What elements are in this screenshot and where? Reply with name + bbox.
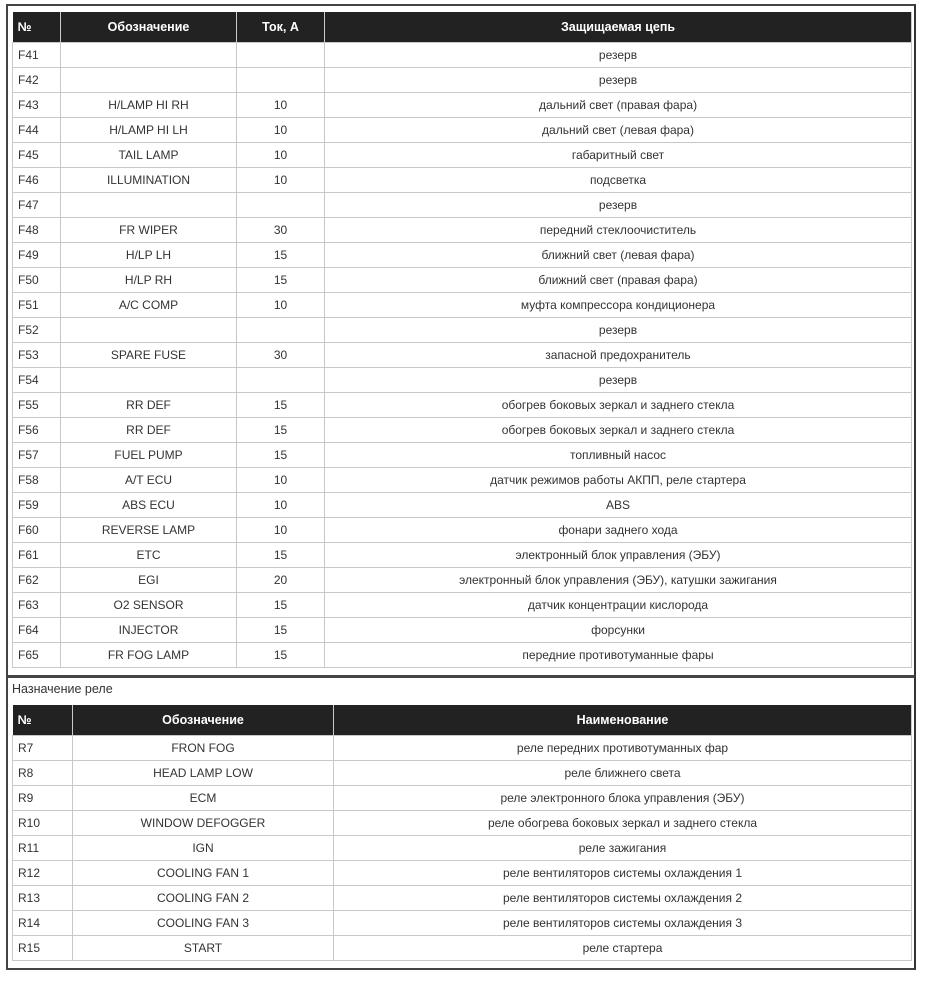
cell-number: F47 [13, 193, 61, 218]
cell-name: реле передних противотуманных фар [334, 736, 912, 761]
cell-designation: START [73, 936, 334, 961]
cell-number: F49 [13, 243, 61, 268]
cell-name: реле электронного блока управления (ЭБУ) [334, 786, 912, 811]
cell-designation: FUEL PUMP [61, 443, 237, 468]
cell-circuit: передний стеклоочиститель [325, 218, 912, 243]
header-number: № [13, 12, 61, 43]
cell-number: F45 [13, 143, 61, 168]
cell-current [237, 43, 325, 68]
fuse-table [12, 12, 912, 668]
header-current: Ток, А [237, 12, 325, 43]
table-row [13, 643, 912, 668]
cell-designation: TAIL LAMP [61, 143, 237, 168]
fuse-table-header [13, 12, 912, 43]
cell-current: 15 [237, 593, 325, 618]
table-row [13, 43, 912, 68]
table-row [13, 543, 912, 568]
cell-number: F48 [13, 218, 61, 243]
cell-circuit: обогрев боковых зеркал и заднего стекла [325, 418, 912, 443]
cell-current: 10 [237, 518, 325, 543]
cell-circuit: датчик режимов работы АКПП, реле стартера [325, 468, 912, 493]
cell-current: 10 [237, 143, 325, 168]
cell-name: реле зажигания [334, 836, 912, 861]
cell-designation: ILLUMINATION [61, 168, 237, 193]
cell-circuit: фонари заднего хода [325, 518, 912, 543]
cell-current: 20 [237, 568, 325, 593]
cell-current [237, 368, 325, 393]
cell-number: F46 [13, 168, 61, 193]
cell-circuit: ближний свет (левая фара) [325, 243, 912, 268]
cell-circuit: электронный блок управления (ЭБУ) [325, 543, 912, 568]
table-row [13, 418, 912, 443]
cell-designation: SPARE FUSE [61, 343, 237, 368]
cell-current: 15 [237, 543, 325, 568]
cell-designation: A/C COMP [61, 293, 237, 318]
table-row [13, 368, 912, 393]
cell-circuit: форсунки [325, 618, 912, 643]
cell-number: R13 [13, 886, 73, 911]
cell-current: 10 [237, 168, 325, 193]
cell-circuit: габаритный свет [325, 143, 912, 168]
header-designation: Обозначение [61, 12, 237, 43]
cell-number: F57 [13, 443, 61, 468]
relay-table-header [13, 705, 912, 736]
table-row [13, 736, 912, 761]
header-protected-circuit: Защищаемая цепь [325, 12, 912, 43]
table-row [13, 193, 912, 218]
table-row [13, 761, 912, 786]
table-row [13, 518, 912, 543]
cell-current: 15 [237, 618, 325, 643]
cell-designation: HEAD LAMP LOW [73, 761, 334, 786]
cell-current [237, 193, 325, 218]
cell-designation: IGN [73, 836, 334, 861]
cell-number: F64 [13, 618, 61, 643]
cell-number: F62 [13, 568, 61, 593]
relay-table [12, 705, 912, 961]
fuse-table-panel [6, 4, 916, 677]
cell-current: 10 [237, 118, 325, 143]
cell-number: F51 [13, 293, 61, 318]
cell-designation: H/LAMP HI RH [61, 93, 237, 118]
header-number: № [13, 705, 73, 736]
cell-current: 15 [237, 418, 325, 443]
cell-designation: H/LAMP HI LH [61, 118, 237, 143]
cell-number: F55 [13, 393, 61, 418]
cell-designation: FR FOG LAMP [61, 643, 237, 668]
table-row [13, 886, 912, 911]
cell-circuit: резерв [325, 318, 912, 343]
cell-circuit: ABS [325, 493, 912, 518]
cell-number: F63 [13, 593, 61, 618]
cell-current: 15 [237, 643, 325, 668]
cell-designation: INJECTOR [61, 618, 237, 643]
cell-number: F60 [13, 518, 61, 543]
cell-number: F41 [13, 43, 61, 68]
cell-number: R9 [13, 786, 73, 811]
table-row [13, 861, 912, 886]
cell-current: 10 [237, 293, 325, 318]
cell-circuit: муфта компрессора кондиционера [325, 293, 912, 318]
cell-designation: COOLING FAN 2 [73, 886, 334, 911]
cell-number: R8 [13, 761, 73, 786]
cell-name: реле вентиляторов системы охлаждения 3 [334, 911, 912, 936]
cell-current: 10 [237, 493, 325, 518]
cell-designation: RR DEF [61, 418, 237, 443]
table-row [13, 568, 912, 593]
table-row [13, 443, 912, 468]
cell-circuit: датчик концентрации кислорода [325, 593, 912, 618]
table-row [13, 143, 912, 168]
cell-designation: FRON FOG [73, 736, 334, 761]
cell-circuit: электронный блок управления (ЭБУ), катушки зажигания [325, 568, 912, 593]
cell-current: 15 [237, 268, 325, 293]
table-row [13, 468, 912, 493]
cell-number: F53 [13, 343, 61, 368]
cell-number: R7 [13, 736, 73, 761]
cell-current: 15 [237, 393, 325, 418]
cell-number: F50 [13, 268, 61, 293]
cell-designation: EGI [61, 568, 237, 593]
cell-number: F65 [13, 643, 61, 668]
cell-circuit: подсветка [325, 168, 912, 193]
cell-number: F54 [13, 368, 61, 393]
cell-current: 30 [237, 218, 325, 243]
cell-designation: ECM [73, 786, 334, 811]
cell-name: реле обогрева боковых зеркал и заднего стекла [334, 811, 912, 836]
cell-number: F58 [13, 468, 61, 493]
cell-designation: ABS ECU [61, 493, 237, 518]
cell-current: 15 [237, 443, 325, 468]
cell-circuit: резерв [325, 68, 912, 93]
header-name: Наименование [334, 705, 912, 736]
cell-circuit: дальний свет (левая фара) [325, 118, 912, 143]
cell-circuit: резерв [325, 368, 912, 393]
cell-name: реле стартера [334, 936, 912, 961]
cell-designation: COOLING FAN 3 [73, 911, 334, 936]
cell-number: R15 [13, 936, 73, 961]
cell-number: F44 [13, 118, 61, 143]
cell-number: R12 [13, 861, 73, 886]
cell-designation: REVERSE LAMP [61, 518, 237, 543]
cell-circuit: резерв [325, 193, 912, 218]
cell-designation [61, 68, 237, 93]
cell-name: реле вентиляторов системы охлаждения 1 [334, 861, 912, 886]
cell-number: R10 [13, 811, 73, 836]
cell-current [237, 68, 325, 93]
table-row [13, 68, 912, 93]
table-row [13, 911, 912, 936]
cell-designation: ETC [61, 543, 237, 568]
cell-number: F52 [13, 318, 61, 343]
cell-designation: FR WIPER [61, 218, 237, 243]
cell-name: реле ближнего света [334, 761, 912, 786]
cell-current: 30 [237, 343, 325, 368]
cell-number: F42 [13, 68, 61, 93]
header-designation: Обозначение [73, 705, 334, 736]
relay-section-caption: Назначение реле [12, 682, 113, 696]
cell-number: F61 [13, 543, 61, 568]
cell-designation [61, 318, 237, 343]
table-row [13, 593, 912, 618]
cell-designation: COOLING FAN 1 [73, 861, 334, 886]
cell-name: реле вентиляторов системы охлаждения 2 [334, 886, 912, 911]
cell-circuit: передние противотуманные фары [325, 643, 912, 668]
table-row [13, 786, 912, 811]
table-row [13, 218, 912, 243]
table-row [13, 393, 912, 418]
cell-current [237, 318, 325, 343]
cell-circuit: дальний свет (правая фара) [325, 93, 912, 118]
table-row [13, 836, 912, 861]
table-row [13, 293, 912, 318]
cell-number: F43 [13, 93, 61, 118]
table-row [13, 936, 912, 961]
cell-designation [61, 193, 237, 218]
cell-designation: O2 SENSOR [61, 593, 237, 618]
table-row [13, 343, 912, 368]
cell-current: 10 [237, 93, 325, 118]
cell-number: R14 [13, 911, 73, 936]
cell-number: F59 [13, 493, 61, 518]
cell-number: F56 [13, 418, 61, 443]
table-row [13, 318, 912, 343]
table-row [13, 493, 912, 518]
relay-table-panel [6, 676, 916, 970]
table-row [13, 811, 912, 836]
cell-circuit: резерв [325, 43, 912, 68]
cell-circuit: обогрев боковых зеркал и заднего стекла [325, 393, 912, 418]
cell-designation: H/LP LH [61, 243, 237, 268]
cell-current: 15 [237, 243, 325, 268]
cell-circuit: топливный насос [325, 443, 912, 468]
cell-designation [61, 368, 237, 393]
table-row [13, 118, 912, 143]
table-row [13, 168, 912, 193]
cell-designation: A/T ECU [61, 468, 237, 493]
cell-designation [61, 43, 237, 68]
cell-number: R11 [13, 836, 73, 861]
cell-current: 10 [237, 468, 325, 493]
cell-designation: WINDOW DEFOGGER [73, 811, 334, 836]
table-row [13, 618, 912, 643]
cell-designation: H/LP RH [61, 268, 237, 293]
cell-designation: RR DEF [61, 393, 237, 418]
cell-circuit: запасной предохранитель [325, 343, 912, 368]
table-row [13, 268, 912, 293]
table-row [13, 243, 912, 268]
table-row [13, 93, 912, 118]
cell-circuit: ближний свет (правая фара) [325, 268, 912, 293]
